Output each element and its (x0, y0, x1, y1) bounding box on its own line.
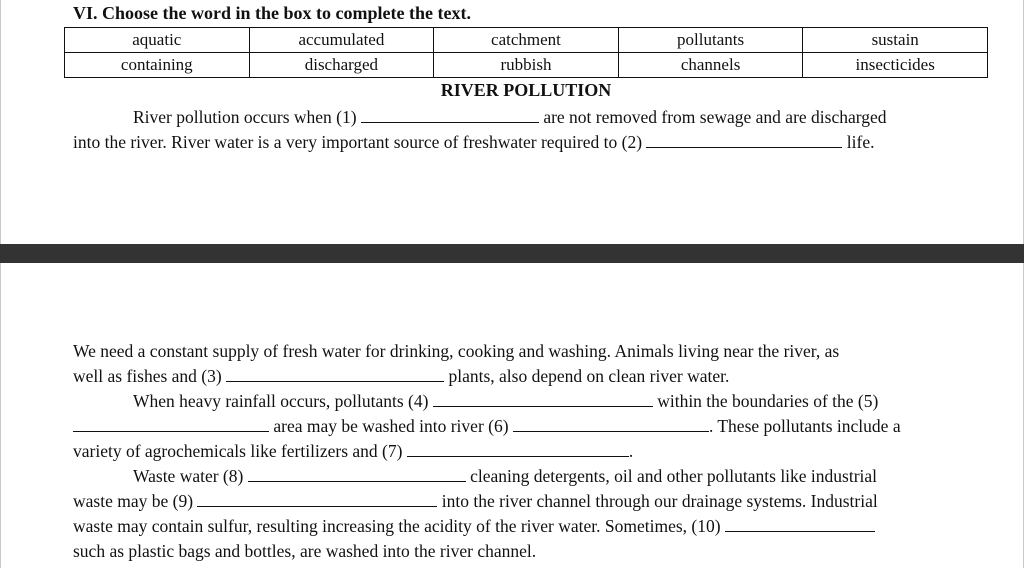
text-run: area may be washed into river (6) (273, 416, 509, 436)
page-separator (0, 244, 1024, 263)
text-run: into the river channel through our drainage systems. Industrial (441, 491, 878, 511)
word-cell: channels (618, 53, 803, 78)
blank-2[interactable] (646, 132, 842, 148)
word-cell: containing (65, 53, 250, 78)
word-cell: sustain (803, 28, 988, 53)
text-run: River pollution occurs when (1) (133, 107, 357, 127)
word-cell: aquatic (65, 28, 250, 53)
blank-7[interactable] (407, 441, 629, 457)
text-run: into the river. River water is a very important source of freshwater required to (2) (73, 132, 643, 152)
passage-line (73, 365, 729, 387)
blank-8[interactable] (248, 466, 466, 482)
text-run: Waste water (8) (133, 466, 244, 486)
passage-line (133, 465, 877, 487)
exercise-heading: VI. Choose the word in the box to complete the text. (73, 3, 471, 23)
word-box-row (65, 28, 988, 53)
text-run: life. (846, 132, 875, 152)
passage-line (73, 131, 875, 153)
text-run: We need a constant supply of fresh water for drinking, cooking and washing. Animals living near the river, as (73, 341, 840, 361)
blank-5[interactable] (73, 416, 269, 432)
text-run: . These pollutants include a (708, 416, 901, 436)
text-run: plants, also depend on clean river water. (448, 366, 730, 386)
blank-1[interactable] (361, 107, 539, 123)
passage-line (73, 415, 901, 437)
text-run: well as fishes and (3) (73, 366, 222, 386)
word-cell: accumulated (249, 28, 434, 53)
blank-4[interactable] (433, 391, 653, 407)
text-run: When heavy rainfall occurs, pollutants (4) (133, 391, 429, 411)
passage-line (73, 340, 839, 362)
blank-9[interactable] (197, 491, 437, 507)
passage-line (73, 515, 875, 537)
word-cell: rubbish (434, 53, 619, 78)
blank-10[interactable] (725, 516, 875, 532)
text-run: within the boundaries of the (5) (657, 391, 879, 411)
text-run: waste may be (9) (73, 491, 194, 511)
word-cell: discharged (249, 53, 434, 78)
document-page-2 (0, 263, 1024, 568)
document-page-1 (0, 0, 1024, 244)
passage-line (73, 540, 536, 562)
word-cell: pollutants (618, 28, 803, 53)
text-run: variety of agrochemicals like fertilizers and (7) (73, 441, 403, 461)
word-cell: insecticides (803, 53, 988, 78)
passage-title: RIVER POLLUTION (440, 80, 612, 100)
passage-line (73, 490, 878, 512)
text-run: . (628, 441, 634, 461)
text-run: such as plastic bags and bottles, are washed into the river channel. (73, 541, 537, 561)
blank-3[interactable] (226, 366, 444, 382)
blank-6[interactable] (513, 416, 709, 432)
word-box (64, 27, 988, 78)
passage-line (73, 440, 633, 462)
word-box-row (65, 53, 988, 78)
word-cell: catchment (434, 28, 619, 53)
text-run: are not removed from sewage and are discharged (543, 107, 887, 127)
passage-line (133, 390, 878, 412)
text-run: cleaning detergents, oil and other pollutants like industrial (470, 466, 878, 486)
text-run: waste may contain sulfur, resulting increasing the acidity of the river water. Sometimes, (10) (73, 516, 721, 536)
passage-line (133, 106, 887, 128)
